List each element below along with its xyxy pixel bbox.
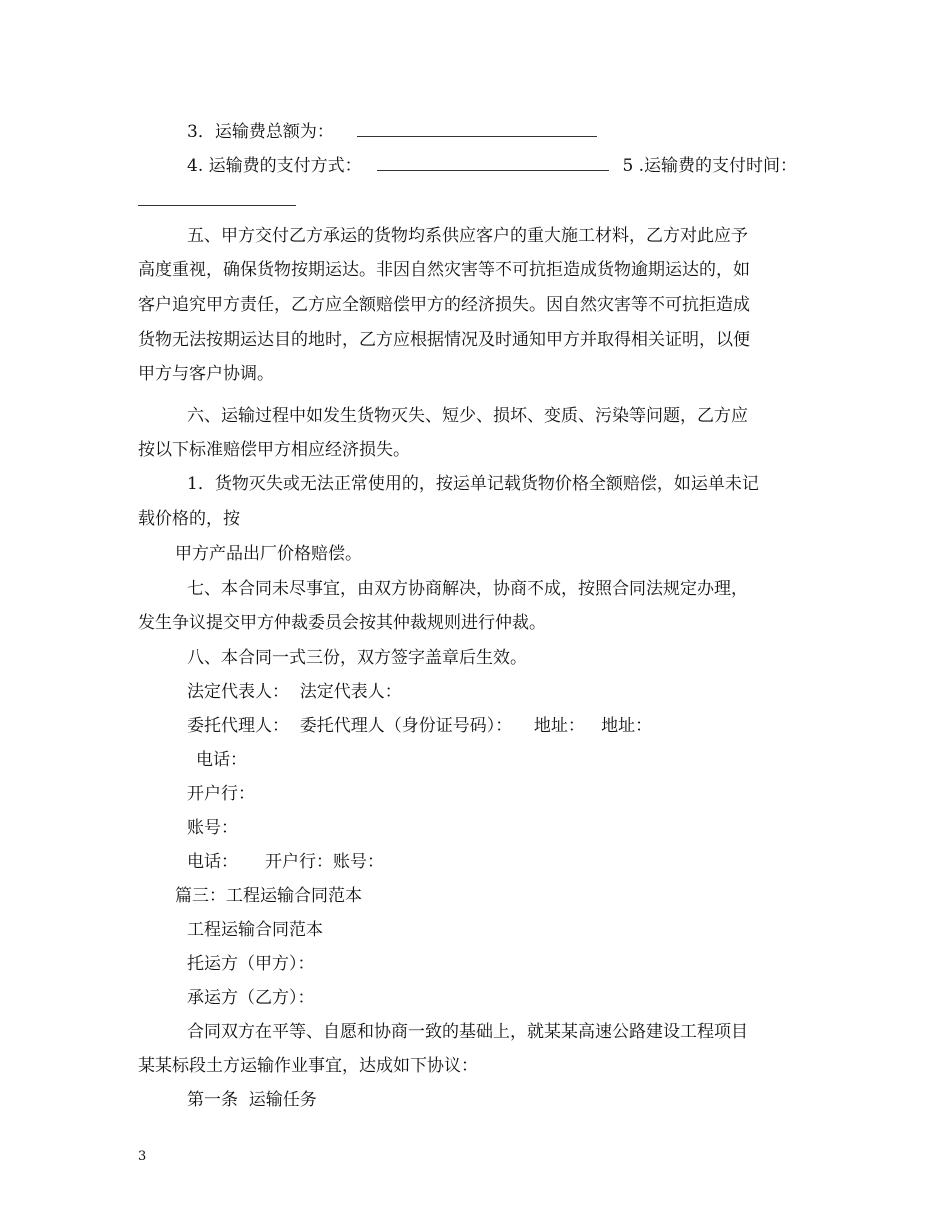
blank-line: [357, 122, 597, 137]
carrier-line: 承运方（乙方）：: [187, 988, 315, 1008]
bank-line: 开户行：: [187, 784, 255, 804]
legal-rep-line: 法定代表人： 法定代表人：: [187, 682, 402, 702]
item-1-line-3: 甲方产品出厂价格赔偿。: [175, 544, 362, 564]
item-1-line-1: 1．货物灭失或无法正常使用的，按运单记载货物价格全额赔偿，如运单未记: [187, 474, 759, 494]
item-1-line-2: 载价格的，按: [138, 509, 240, 529]
blank-line: [138, 191, 296, 206]
para-7-line-2: 发生争议提交甲方仲裁委员会按其仲裁规则进行仲裁。: [138, 613, 546, 633]
para-5-line-5: 甲方与客户协调。: [138, 364, 274, 384]
shipper-line: 托运方（甲方）：: [187, 954, 315, 974]
line-1: [187, 121, 597, 143]
preamble-line-2: 某某标段土方运输作业事宜，达成如下协议：: [138, 1056, 478, 1076]
para-8: 八、本合同一式三份，双方签字盖章后生效。: [187, 648, 527, 668]
article-1-heading: 第一条 运输任务: [187, 1090, 317, 1110]
para-7-line-1: 七、本合同未尽事宜，由双方协商解决，协商不成，按照合同法规定办理，: [187, 579, 748, 599]
blank-line: [377, 156, 609, 171]
contract-title: 工程运输合同范本: [187, 920, 323, 940]
account-line: 账号：: [187, 818, 238, 838]
para-5-line-1: 五、甲方交付乙方承运的货物均系供应客户的重大施工材料，乙方对此应予: [187, 226, 748, 246]
text: 3．运输费总额为：: [187, 122, 334, 142]
para-6-line-2: 按以下标准赔偿甲方相应经济损失。: [138, 440, 410, 460]
text: 4. 运输费的支付方式：: [187, 156, 362, 176]
blank-line-row: [138, 190, 296, 212]
para-5-line-4: 货物无法按期运达目的地时，乙方应根据情况及时通知甲方并取得相关证明，以便: [138, 330, 750, 350]
page-number: 3: [138, 1149, 147, 1164]
para-5-line-2: 高度重视，确保货物按期运达。非因自然灾害等不可抗拒造成货物逾期运达的，如: [138, 260, 750, 280]
preamble-line-1: 合同双方在平等、自愿和协商一致的基础上，就某某高速公路建设工程项目: [187, 1022, 748, 1042]
phone-bank-account-line: 电话： 开户行：账号：: [187, 852, 385, 872]
agent-line: 委托代理人： 委托代理人（身份证号码）： 地址： 地址：: [187, 716, 653, 736]
section-title: 篇三：工程运输合同范本: [175, 886, 362, 906]
phone-line: 电话：: [196, 750, 247, 770]
para-6-line-1: 六、运输过程中如发生货物灭失、短少、损坏、变质、污染等问题，乙方应: [187, 406, 748, 426]
para-5-line-3: 客户追究甲方责任，乙方应全额赔偿甲方的经济损失。因自然灾害等不可抗拒造成: [138, 295, 750, 315]
line-2: [187, 155, 797, 177]
text: 5 .运输费的支付时间：: [622, 156, 798, 176]
